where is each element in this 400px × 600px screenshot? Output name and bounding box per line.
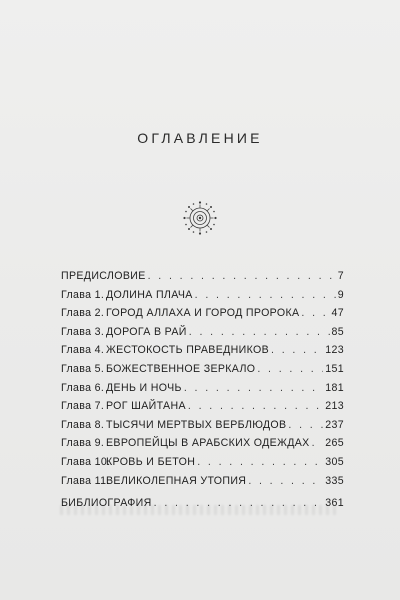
toc-entry-title: ДОЛИНА ПЛАЧА xyxy=(106,288,193,301)
chapter-label: Глава 4. xyxy=(61,344,105,357)
toc-page-number: 7 xyxy=(337,270,344,282)
chapter-label: Глава 10. xyxy=(61,455,111,468)
toc-entry-title: ЖЕСТОКОСТЬ ПРАВЕДНИКОВ xyxy=(106,344,270,357)
show-through-text xyxy=(60,505,340,515)
toc-entry-title: ВЕЛИКОЛЕПНАЯ УТОПИЯ xyxy=(106,474,247,487)
dot-leader xyxy=(188,400,323,412)
toc-entry-chapter-9[interactable] xyxy=(61,437,344,456)
toc-page-number: 213 xyxy=(325,400,344,413)
toc-entry-preface[interactable] xyxy=(61,270,344,289)
dot-leader xyxy=(271,344,323,356)
toc-entry-title: ГОРОД АЛЛАХА И ГОРОД ПРОРОКА xyxy=(106,307,300,320)
toc-entry-title: БОЖЕСТВЕННОЕ ЗЕРКАЛО xyxy=(106,362,256,375)
chapter-label: Глава 9. xyxy=(61,437,105,450)
table-of-contents xyxy=(61,270,344,516)
toc-entry-chapter-1[interactable] xyxy=(61,289,344,308)
toc-entry-chapter-2[interactable] xyxy=(61,307,344,326)
toc-entry-title: РОГ ШАЙТАНА xyxy=(106,400,186,413)
toc-entry-title: ДОРОГА В РАЙ xyxy=(106,325,187,338)
toc-entry-title: ТЫСЯЧИ МЕРТВЫХ ВЕРБЛЮДОВ xyxy=(106,418,287,431)
toc-entry-chapter-6[interactable] xyxy=(61,382,344,401)
page-title: ОГЛАВЛЕНИЕ xyxy=(137,130,263,146)
toc-page-number: 335 xyxy=(325,474,344,487)
chapter-label: Глава 2. xyxy=(61,307,105,320)
toc-entry-chapter-3[interactable] xyxy=(61,326,344,345)
dot-leader xyxy=(248,475,323,487)
dot-leader xyxy=(197,456,323,468)
toc-entry-title: ДЕНЬ И НОЧЬ xyxy=(106,381,182,394)
chapter-label: Глава 6. xyxy=(61,381,105,394)
toc-entry-chapter-5[interactable] xyxy=(61,363,344,382)
toc-entry-chapter-7[interactable] xyxy=(61,400,344,419)
toc-entry-chapter-4[interactable] xyxy=(61,344,344,363)
toc-page-number: 47 xyxy=(331,307,344,320)
toc-page-number: 237 xyxy=(325,418,344,431)
toc-entry-title: БИБЛИОГРАФИЯ xyxy=(61,497,152,510)
toc-page-number: 305 xyxy=(325,455,344,468)
toc-page-number: 123 xyxy=(325,344,344,357)
mandala-ornament-icon xyxy=(182,200,218,236)
dot-leader xyxy=(195,289,336,301)
dot-leader xyxy=(148,270,336,282)
dot-leader xyxy=(301,307,329,319)
toc-page-number: 151 xyxy=(325,362,344,375)
chapter-label: Глава 5. xyxy=(61,362,105,375)
toc-entry-title: ПРЕДИСЛОВИЕ xyxy=(61,270,146,282)
chapter-label: Глава 1. xyxy=(61,288,105,301)
toc-page-number: 85 xyxy=(331,325,344,338)
toc-page-number: 181 xyxy=(325,381,344,394)
toc-page-number: 9 xyxy=(337,288,344,301)
dot-leader xyxy=(184,382,323,394)
toc-entry-chapter-11[interactable] xyxy=(61,475,344,494)
toc-entry-title: ЕВРОПЕЙЦЫ В АРАБСКИХ ОДЕЖДАХ xyxy=(106,437,310,450)
toc-page-number: 361 xyxy=(325,497,344,510)
dot-leader xyxy=(257,363,323,375)
dot-leader xyxy=(189,326,330,338)
chapter-label: Глава 11. xyxy=(61,474,110,487)
chapter-label: Глава 8. xyxy=(61,418,105,431)
chapter-label: Глава 7. xyxy=(61,400,105,413)
dot-leader xyxy=(288,419,323,431)
toc-entry-title: КРОВЬ И БЕТОН xyxy=(106,455,196,468)
toc-entry-chapter-10[interactable] xyxy=(61,456,344,475)
dot-leader xyxy=(312,437,324,449)
toc-entry-chapter-8[interactable] xyxy=(61,419,344,438)
chapter-label: Глава 3. xyxy=(61,325,105,338)
toc-page-number: 265 xyxy=(325,437,344,450)
